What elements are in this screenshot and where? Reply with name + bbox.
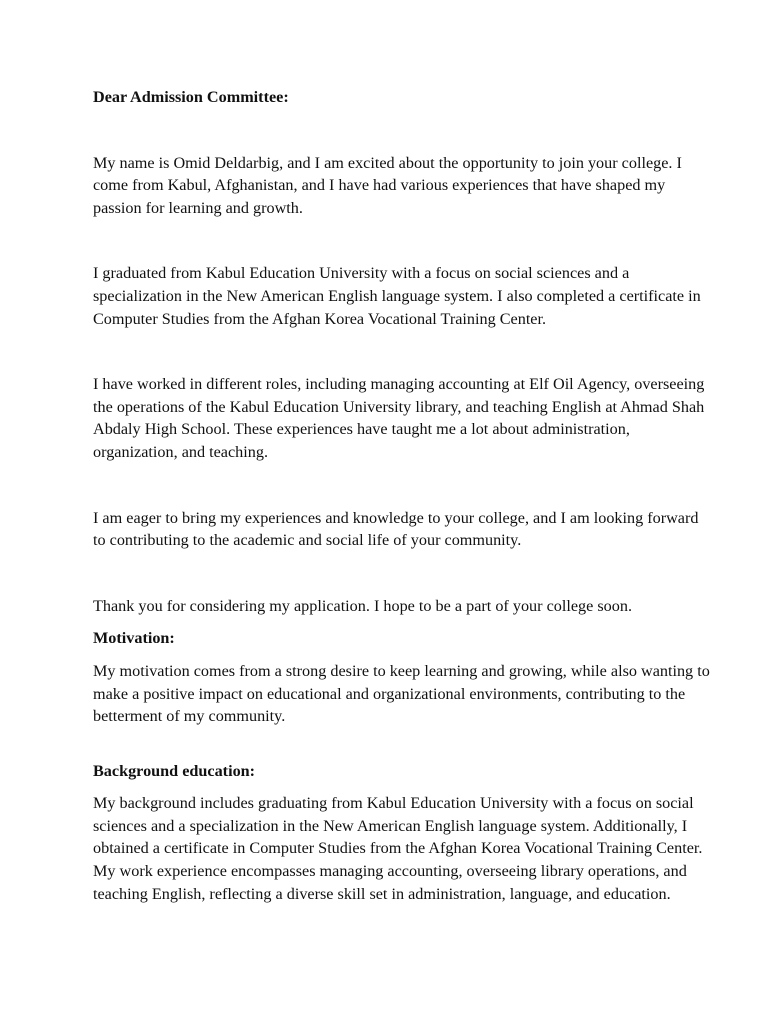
- letter-body: [93, 86, 713, 905]
- salutation: Dear Admission Committee:: [93, 88, 289, 106]
- paragraph-work-experience: I have worked in different roles, including managing accounting at Elf Oil Agency, overseeing the operations of the Kabul Education University library, and teaching English at Ahmad Shah Abdaly High School. These experiences have taught me a lot about administration, organization, and teaching.: [93, 375, 705, 461]
- background-education-text: My background includes graduating from Kabul Education University with a focus on social sciences and a specialization in the New American English language system. Additionally, I obtained a certificate in Computer Studies from the Afghan Korea Vocational Training Center. My work experience encompasses managing accounting, overseeing library operations, and teaching English, reflecting a diverse skill set in administration, language, and education.: [93, 794, 703, 903]
- paragraph-introduction: My name is Omid Deldarbig, and I am excited about the opportunity to join your college. I come from Kabul, Afghanistan, and I have had various experiences that have shaped my passion for learning and growth.: [93, 153, 682, 217]
- paragraph-eagerness: I am eager to bring my experiences and knowledge to your college, and I am looking forward to contributing to the academic and social life of your community.: [93, 508, 699, 550]
- paragraph-education: I graduated from Kabul Education University with a focus on social sciences and a specialization in the New American English language system. I also completed a certificate in Computer Studies from the Afghan Korea Vocational Training Center.: [93, 264, 701, 328]
- motivation-heading: Motivation:: [93, 629, 175, 648]
- motivation-text: My motivation comes from a strong desire to keep learning and growing, while also wanting to make a positive impact on educational and organizational environments, contributing to the betterment of my community.: [93, 661, 710, 726]
- background-education-heading: Background education:: [93, 761, 256, 780]
- paragraph-thanks: Thank you for considering my application. I hope to be a part of your college soon.: [93, 596, 632, 615]
